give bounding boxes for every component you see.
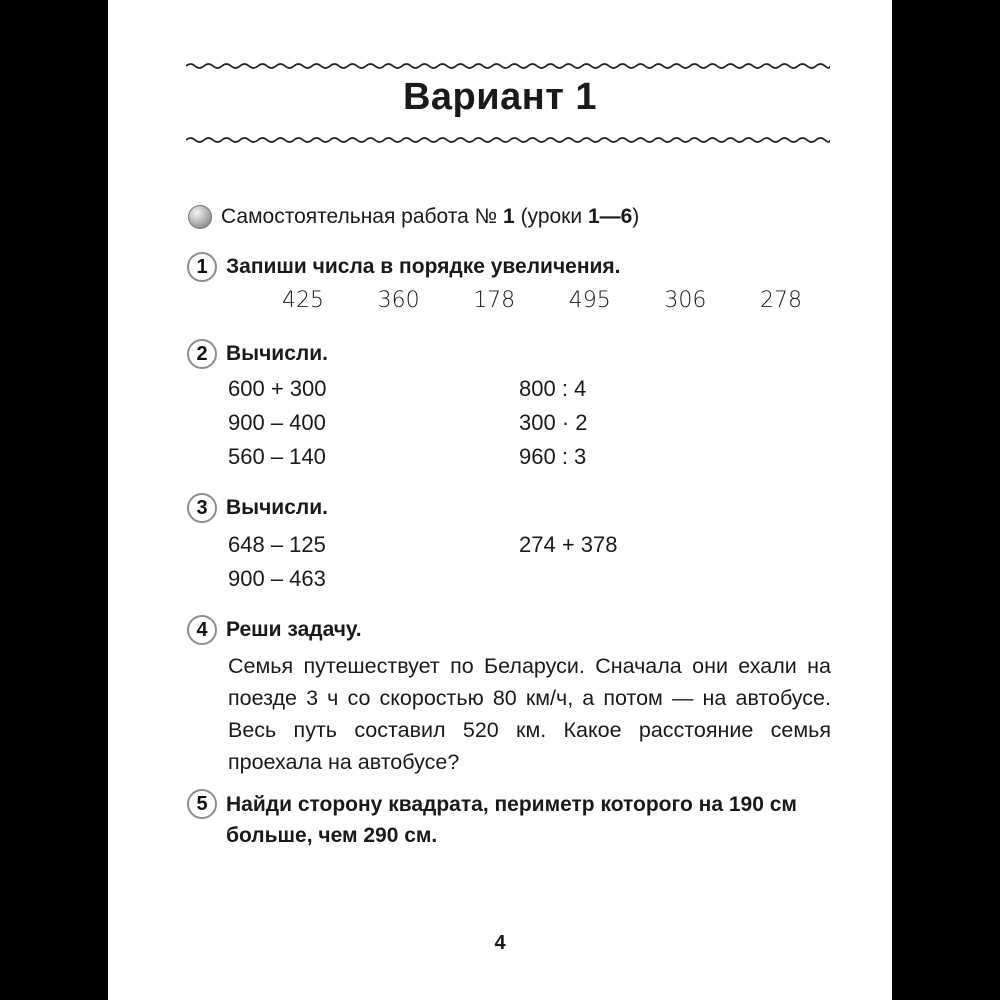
task-number-badge: 5 [187, 789, 217, 819]
word-problem-text: Семья путешествует по Беларуси. Сначала они ехали на поезде 3 ч со скоростью 80 км/ч, а потом — на автобусе. Весь путь составил 520 км. Какое расстояние семья проехала на автобусе? [228, 654, 831, 774]
number-sequence [282, 288, 802, 313]
task-4-header [187, 615, 362, 645]
sequence-number: 360 [377, 288, 420, 313]
task-1-title: Запиши числа в порядке увеличения. [226, 255, 621, 278]
task-3-title: Вычисли. [226, 496, 328, 519]
sequence-number: 425 [282, 288, 324, 313]
document-page [108, 0, 892, 1000]
expression: 900 – 400 [228, 410, 326, 435]
task-2-title: Вычисли. [226, 342, 328, 365]
task-5-title: Найди сторону квадрата, периметр которого на 190 см больше, чем 290 см. [226, 793, 797, 847]
expression: 560 – 140 [228, 444, 326, 469]
task-number-badge: 4 [187, 615, 217, 645]
task-5 [187, 789, 837, 851]
top-wavy-divider [186, 61, 830, 71]
expression: 274 + 378 [519, 532, 618, 557]
section-title: Самостоятельная работа № 1 (уроки 1—6) [221, 205, 640, 228]
expression: 600 + 300 [228, 376, 327, 401]
sequence-number: 495 [568, 288, 611, 313]
task-number-badge: 3 [187, 493, 217, 523]
expression: 300 · 2 [519, 410, 588, 435]
sequence-number: 306 [664, 288, 707, 313]
task-4-title: Реши задачу. [226, 618, 362, 641]
page-title: Вариант 1 [402, 76, 598, 118]
section-heading [188, 205, 639, 229]
expression: 800 : 4 [519, 376, 587, 401]
sequence-number: 178 [473, 288, 516, 313]
task-number-badge: 1 [187, 252, 217, 282]
expression: 960 : 3 [519, 444, 587, 469]
expression: 648 – 125 [228, 532, 326, 557]
task-2-header [187, 339, 328, 369]
task-number-badge: 2 [187, 339, 217, 369]
sequence-number: 278 [759, 288, 802, 313]
expression: 900 – 463 [228, 566, 326, 591]
bottom-wavy-divider [186, 135, 830, 145]
bullet-icon [188, 205, 212, 229]
task-1-header [187, 252, 621, 282]
task-3-header [187, 493, 328, 523]
page-number: 4 [494, 932, 506, 954]
